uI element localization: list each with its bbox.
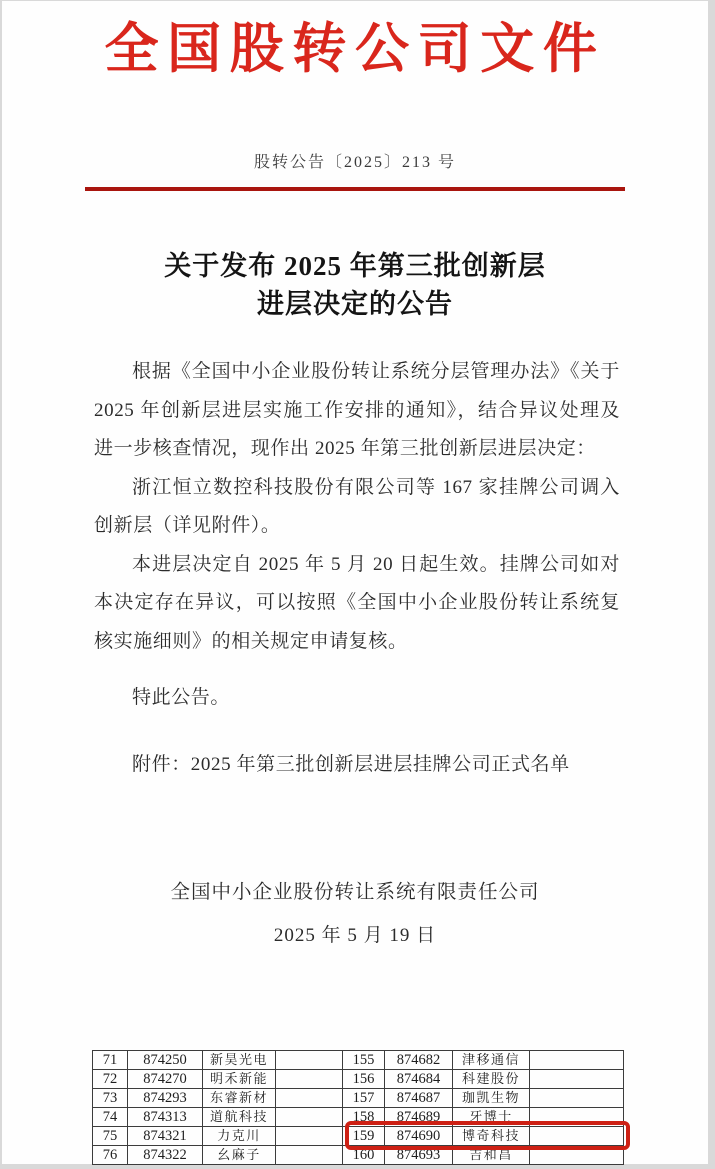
announcement-title-line1: 关于发布 2025 年第三批创新层 [164, 251, 546, 281]
cell-blank [530, 1127, 624, 1146]
document-body [94, 353, 620, 784]
cell-seq: 160 [343, 1146, 385, 1165]
cell-company-name: 道航科技 [203, 1108, 276, 1127]
table-row [93, 1108, 624, 1127]
document-number: 股转公告〔2025〕213 号 [253, 154, 456, 171]
cell-code: 874321 [128, 1127, 203, 1146]
document-page [2, 1, 708, 1164]
cell-blank [276, 1108, 343, 1127]
cell-code: 874270 [128, 1070, 203, 1089]
cell-blank [276, 1051, 343, 1070]
cell-company-name: 吉和昌 [453, 1146, 530, 1165]
cell-code: 874250 [128, 1051, 203, 1070]
cell-seq: 156 [343, 1070, 385, 1089]
company-list-table [92, 1050, 624, 1165]
cell-company-name: 幺麻子 [203, 1146, 276, 1165]
cell-blank [276, 1146, 343, 1165]
announcement-title [2, 247, 708, 323]
cell-company-name: 力克川 [203, 1127, 276, 1146]
cell-code: 874690 [385, 1127, 453, 1146]
cell-code: 874682 [385, 1051, 453, 1070]
cell-code: 874684 [385, 1070, 453, 1089]
cell-company-name: 东睿新材 [203, 1089, 276, 1108]
table-row-highlighted [93, 1127, 624, 1146]
cell-seq: 75 [93, 1127, 128, 1146]
cell-blank [530, 1108, 624, 1127]
cell-blank [276, 1070, 343, 1089]
cell-seq: 71 [93, 1051, 128, 1070]
cell-blank [530, 1051, 624, 1070]
cell-seq: 74 [93, 1108, 128, 1127]
cell-company-name: 博奇科技 [453, 1127, 530, 1146]
body-paragraph-1: 根据《全国中小企业股份转让系统分层管理办法》《关于 2025 年创新层进层实施工作安排的通知》，结合异议处理及进一步核查情况，现作出 2025 年第三批创新层进层决定： [94, 361, 620, 459]
announcement-title-line2: 进层决定的公告 [257, 289, 453, 319]
table-row [93, 1051, 624, 1070]
closing-statement: 特此公告。 [132, 687, 231, 708]
body-paragraph-2: 浙江恒立数控科技股份有限公司等 167 家挂牌公司调入创新层（详见附件）。 [94, 476, 620, 536]
cell-company-name: 明禾新能 [203, 1070, 276, 1089]
body-paragraph-3: 本进层决定自 2025 年 5 月 20 日起生效。挂牌公司如对本决定存在异议，可以按照《全国中小企业股份转让系统复核实施细则》的相关规定申请复核。 [94, 553, 620, 652]
cell-blank [276, 1089, 343, 1108]
cell-code: 874687 [385, 1089, 453, 1108]
red-divider-rule [85, 187, 625, 191]
cell-seq: 158 [343, 1108, 385, 1127]
cell-blank [530, 1089, 624, 1108]
cell-company-name: 津移通信 [453, 1051, 530, 1070]
cell-blank [276, 1127, 343, 1146]
cell-blank [530, 1146, 624, 1165]
cell-seq: 76 [93, 1146, 128, 1165]
cell-seq: 159 [343, 1127, 385, 1146]
table-row [93, 1146, 624, 1165]
issuer-name: 全国中小企业股份转让系统有限责任公司 [170, 882, 540, 903]
cell-company-name: 新昊光电 [203, 1051, 276, 1070]
cell-seq: 157 [343, 1089, 385, 1108]
table-row [93, 1070, 624, 1089]
issue-date: 2025 年 5 月 19 日 [273, 925, 437, 946]
cell-company-name: 科建股份 [453, 1070, 530, 1089]
cell-code: 874693 [385, 1146, 453, 1165]
cell-seq: 73 [93, 1089, 128, 1108]
cell-code: 874313 [128, 1108, 203, 1127]
cell-code: 874689 [385, 1108, 453, 1127]
table-row [93, 1089, 624, 1108]
cell-company-name: 珈凯生物 [453, 1089, 530, 1108]
signature-block [2, 876, 708, 947]
cell-code: 874322 [128, 1146, 203, 1165]
cell-seq: 72 [93, 1070, 128, 1089]
cell-seq: 155 [343, 1051, 385, 1070]
attachment-line: 附件：2025 年第三批创新层进层挂牌公司正式名单 [132, 753, 570, 775]
document-header-title: 全国股转公司文件 [104, 19, 606, 79]
cell-blank [530, 1070, 624, 1089]
cell-code: 874293 [128, 1089, 203, 1108]
cell-company-name: 牙博士 [453, 1108, 530, 1127]
